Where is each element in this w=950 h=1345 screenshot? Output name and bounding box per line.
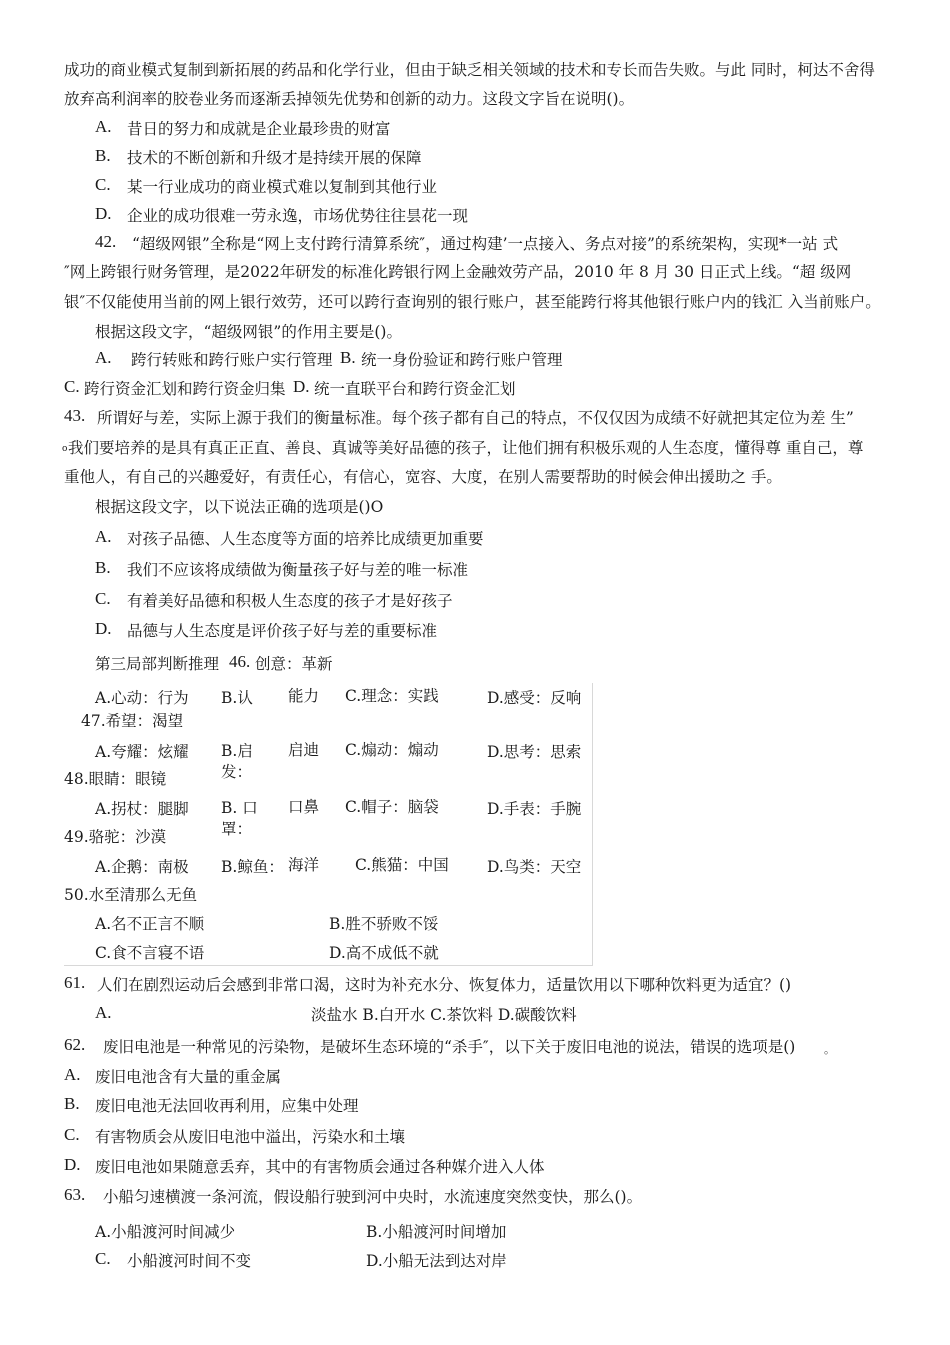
q41-option-a-text: 昔日的努力和成就是企业最珍贵的财富 — [127, 120, 391, 138]
q49-option-d: D.鸟类：天空 — [487, 858, 582, 876]
q50-option-c: C.食不言寝不语 — [95, 944, 205, 962]
q62-text: 废旧电池是一种常见的污染物，是破坏生态环境的“杀手″，以下关于废旧电池的说法，错误的选项是() — [103, 1038, 796, 1056]
q63-text: 小船匀速横渡一条河流，假设船行驶到河中央时，水流速度突然变快，那么()。 — [103, 1188, 643, 1206]
q42-text-line1: “超级网银”全称是“网上支付跨行清算系统″，通过构建’一点接入、务点对接”的系统架构，实现*一站 式 — [132, 235, 839, 253]
q50-option-a: A.名不正言不顺 — [95, 915, 205, 933]
q48-stem: 48.眼睛：眼镜 — [64, 770, 167, 788]
q43-option-c-text: 有着美好品德和积极人生态度的孩子才是好孩子 — [127, 592, 453, 610]
q49-option-b-part2: 海洋 — [288, 856, 320, 874]
q63-option-c-letter: C. — [95, 1249, 111, 1268]
q46-option-b-part1: B.认 — [221, 689, 253, 707]
q48-option-a: A.拐杖：腿脚 — [95, 800, 189, 818]
q50-option-d: D.高不成低不就 — [329, 944, 439, 962]
q47-option-b-part1-cont: 发： — [221, 763, 253, 781]
q42-option-a-text: 跨行转账和跨行账户实行管理 — [131, 351, 333, 369]
q61-text: 人们在剧烈运动后会感到非常口渴，这时为补充水分、恢复体力，适量饮用以下哪种饮料更为适宜？() — [97, 976, 792, 994]
q42-option-b-text: 统一身份验证和跨行账户管理 — [361, 351, 563, 369]
q43-option-a-text: 对孩子品德、人生态度等方面的培养比成绩更加重要 — [127, 530, 484, 548]
q46-option-d: D.感受：反响 — [487, 689, 582, 707]
q62-option-c-letter: C. — [64, 1125, 80, 1144]
q46-option-a: A.心动：行为 — [95, 689, 189, 707]
q47-stem: 47.希望：渴望 — [81, 712, 184, 730]
q42-text-line2: ″网上跨银行财务管理，是2022年研发的标准化跨银行网上金融效劳产品，2010 年 8 月 30 日正式上线。“超 级网 — [64, 263, 852, 281]
q46-stem: 创意：革新 — [255, 655, 333, 673]
q43-text-line1: 所谓好与差，实际上源于我们的衡量标准。每个孩子都有自己的特点，不仅仅因为成绩不好就把其定位为差 生” — [97, 409, 854, 427]
q46-option-c: C.理念：实践 — [345, 687, 439, 705]
q63-option-b: B.小船渡河时间增加 — [366, 1223, 507, 1241]
q63-option-a: A.小船渡河时间减少 — [95, 1223, 236, 1241]
q43-prompt: 根据这段文字，以下说法正确的选项是()O — [95, 498, 384, 516]
q41-option-c-text: 某一行业成功的商业模式难以复制到其他行业 — [127, 178, 438, 196]
q42-option-d-letter: D. — [293, 377, 310, 396]
q63-option-c-text: 小船渡河时间不变 — [127, 1252, 252, 1270]
q48-option-b-part2: 口鼻 — [288, 798, 320, 816]
q48-option-b-part1: B. 口 — [221, 799, 258, 817]
q62-option-d-letter: D. — [64, 1155, 81, 1174]
q41-option-c-letter: C. — [95, 175, 111, 194]
q42-text-line3: 银″不仅能使用当前的网上银行效劳，还可以跨行查询别的银行账户，甚至能跨行将其他银行账户内的钱汇 入当前账户。 — [64, 293, 881, 311]
q49-option-c: C.熊猫：中国 — [355, 856, 449, 874]
q61-option-a-letter: A. — [95, 1003, 112, 1022]
q62-number: 62. — [64, 1035, 86, 1054]
q50-option-b: B.胜不骄败不馁 — [329, 915, 439, 933]
q48-option-d: D.手表：手腕 — [487, 800, 582, 818]
q42-option-b-letter: B. — [340, 348, 356, 367]
q50-stem: 50.水至清那么无鱼 — [64, 886, 198, 904]
q43-option-d-text: 品德与人生态度是评价孩子好与差的重要标准 — [127, 622, 438, 640]
q49-option-a: A.企鹅：南极 — [95, 858, 189, 876]
q43-number: 43. — [64, 406, 86, 425]
q42-option-a-letter: A. — [95, 348, 112, 367]
q41-text-line2: 放弃高利润率的胶卷业务而逐渐丢掉领先优势和创新的动力。这段文字旨在说明()。 — [64, 90, 635, 108]
q47-option-b-part1: B.启 — [221, 742, 253, 760]
section3-heading: 第三局部判断推理 — [95, 655, 220, 673]
q49-stem: 49.骆驼：沙漠 — [64, 828, 167, 846]
q41-option-d-text: 企业的成功很难一劳永逸，市场优势往往昙花一现 — [127, 207, 469, 225]
q63-option-d: D.小船无法到达对岸 — [366, 1252, 507, 1270]
q43-text-line2: 我们要培养的是具有真正正直、善良、真诚等美好品德的孩子，让他们拥有积极乐观的人生态度，懂得尊 重自己，尊 — [68, 439, 864, 457]
q43-option-d-letter: D. — [95, 619, 112, 638]
q62-option-b-letter: B. — [64, 1094, 80, 1113]
q47-option-d: D.思考：思索 — [487, 743, 582, 761]
q43-line2-mark: o — [62, 444, 68, 454]
q48-option-b-part1-cont: 罩： — [221, 820, 253, 838]
q61-number: 61. — [64, 973, 86, 992]
q43-option-a-letter: A. — [95, 527, 112, 546]
q42-option-c-letter: C. — [64, 377, 80, 396]
q48-option-c: C.帽子：脑袋 — [345, 798, 439, 816]
q47-option-c: C.煽动：煽动 — [345, 741, 439, 759]
q62-option-a-text: 废旧电池含有大量的重金属 — [95, 1068, 282, 1086]
q49-option-b-part1: B.鲸鱼： — [221, 858, 284, 876]
q42-option-c-text: 跨行资金汇划和跨行资金归集 — [84, 380, 286, 398]
q42-prompt: 根据这段文字，“超级网银”的作用主要是()。 — [95, 323, 402, 341]
q41-option-b-text: 技术的不断创新和升级才是持续开展的保障 — [127, 149, 422, 167]
q43-text-line3: 重他人，有自己的兴趣爱好，有责任心，有信心，宽容、大度，在别人需要帮助的时候会伸出援助之 手。 — [64, 468, 782, 486]
q41-option-a-letter: A. — [95, 117, 112, 136]
q63-number: 63. — [64, 1185, 86, 1204]
q62-option-d-text: 废旧电池如果随意丢弃，其中的有害物质会通过各种媒介进入人体 — [95, 1158, 545, 1176]
q61-options-line: 淡盐水 B.白开水 C.茶饮料 D.碳酸饮料 — [311, 1006, 577, 1024]
q43-option-b-letter: B. — [95, 558, 111, 577]
q62-option-a-letter: A. — [64, 1065, 81, 1084]
q46-number: 46. — [229, 652, 251, 671]
q47-option-b-part2: 启迪 — [288, 741, 320, 759]
q43-option-b-text: 我们不应该将成绩做为衡量孩子好与差的唯一标准 — [127, 561, 469, 579]
q41-option-b-letter: B. — [95, 146, 111, 165]
q47-option-a: A.夸耀：炫耀 — [95, 743, 189, 761]
q46-option-b-part2: 能力 — [288, 687, 320, 705]
q42-option-d-text: 统一直联平台和跨行资金汇划 — [314, 380, 516, 398]
q42-number: 42. — [95, 232, 117, 251]
q41-text-line1: 成功的商业模式复制到新拓展的药品和化学行业，但由于缺乏相关领域的技术和专长而告失败。与此 同时，柯达不舍得 — [64, 61, 875, 79]
q62-option-c-text: 有害物质会从废旧电池中溢出，污染水和土壤 — [95, 1128, 406, 1146]
q43-option-c-letter: C. — [95, 589, 111, 608]
q62-option-b-text: 废旧电池无法回收再利用，应集中处理 — [95, 1097, 359, 1115]
q41-option-d-letter: D. — [95, 204, 112, 223]
q62-end-mark: 。 — [824, 1043, 835, 1056]
